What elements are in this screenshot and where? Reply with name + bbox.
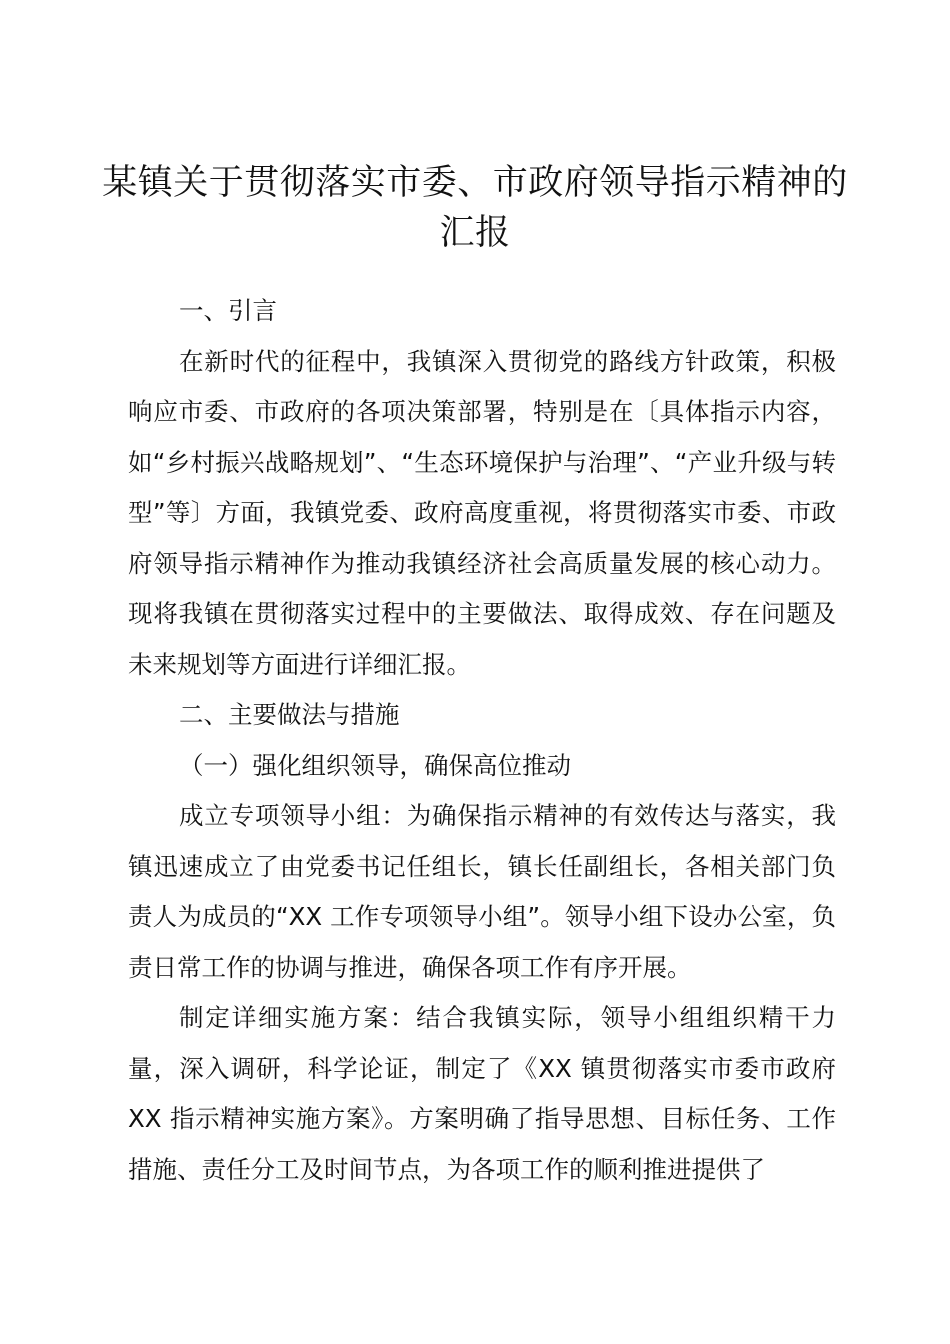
section-heading-measures: 二、主要做法与措施 — [179, 700, 400, 729]
document-title: 某镇关于贯彻落实市委、市政府领导指示精神的汇报 — [102, 163, 848, 253]
paragraph-leading-group: 成立专项领导小组：为确保指示精神的有效传达与落实，我镇迅速成立了由党委书记任组长，镇长任副组长，各相关部门负责人为成员的“XX 工作专项领导小组”。领导小组下设办公室，负责日常工作的协调与推进，确保各项工作有序开展。 — [128, 801, 836, 982]
paragraph-implementation-plan: 制定详细实施方案：结合我镇实际，领导小组组织精干力量，深入调研，科学论证，制定了《XX 镇贯彻落实市委市政府 XX 指示精神实施方案》。方案明确了指导思想、目标任务、工作措施、责任分工及时间节点，为各项工作的顺利推进提供了 — [128, 1003, 836, 1184]
section-heading-introduction: 一、引言 — [179, 296, 277, 325]
document-body — [128, 286, 836, 1195]
paragraph-introduction: 在新时代的征程中，我镇深入贯彻党的路线方针政策，积极响应市委、市政府的各项决策部署，特别是在〔具体指示内容，如“乡村振兴战略规划”、“生态环境保护与治理”、“产业升级与转型”等〕方面，我镇党委、政府高度重视，将贯彻落实市委、市政府领导指示精神作为推动我镇经济社会高质量发展的核心动力。现将我镇在贯彻落实过程中的主要做法、取得成效、存在问题及未来规划等方面进行详细汇报。 — [128, 346, 836, 679]
subheading-organization-leadership: （一）强化组织领导，确保高位推动 — [179, 750, 571, 780]
